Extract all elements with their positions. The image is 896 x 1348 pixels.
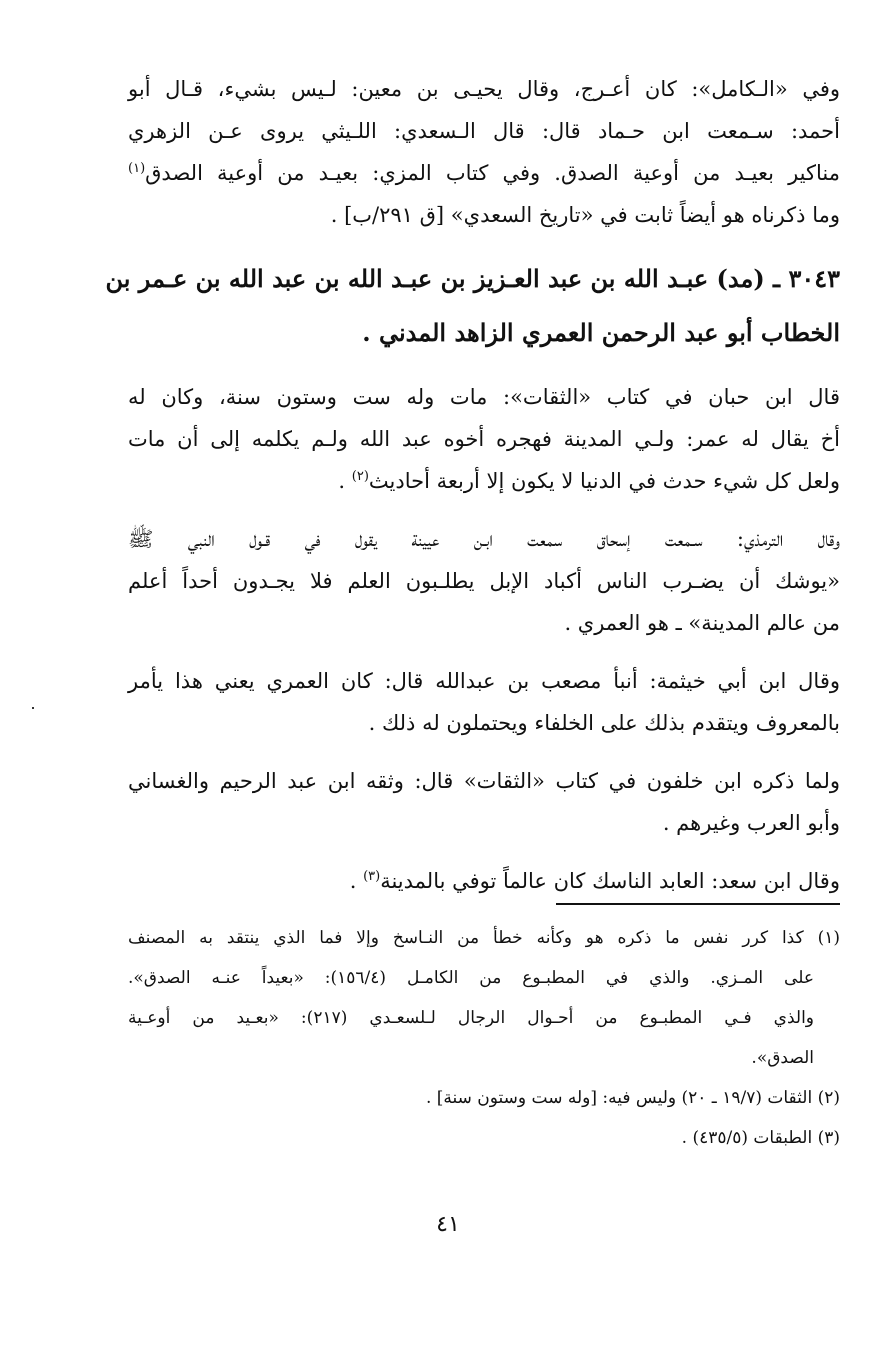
text-line: من عالم المدينة» ـ هو العمري .	[564, 611, 840, 635]
text-line: بالمعروف ويتقدم بذلك على الخلفاء ويحتملون له ذلك .	[368, 711, 840, 735]
paragraph-alkamil	[128, 68, 840, 236]
text-line-content: مناكير بعيـد من أوعية الصدق. وفي كتاب المزي: بعيـد من أوعية الصدق	[145, 161, 840, 185]
text-line: أخ يقال له عمر: ولـي المدينة فهجره أخوه عبد الله ولـم يكلمه إلى أن مات	[128, 427, 840, 451]
paragraph-ibn-saad	[128, 860, 840, 902]
footnote-1	[128, 918, 840, 1078]
footnote-separator	[556, 903, 840, 905]
text-line: وأبو العرب وغيرهم .	[662, 811, 840, 835]
footnote-marker: (٣)	[363, 869, 381, 884]
paragraph-ibn-khalfun	[128, 760, 840, 844]
page-body	[105, 68, 840, 918]
text-line: قال ابن حبان في كتاب «الثقات»: مات وله ست وستون سنة، وكان له	[128, 385, 840, 409]
text-line	[128, 152, 840, 194]
footnote-line: (٢) الثقات (١٩/٧ ـ ٢٠) وليس فيه: [وله ست وستون سنة] .	[425, 1088, 840, 1108]
text-line-content: وقال ابن سعد: العابد الناسك كان عالماً توفي بالمدينة	[380, 869, 840, 893]
text-line-tail: .	[349, 869, 364, 893]
scan-speck	[32, 707, 34, 709]
text-line: وما ذكرناه هو أيضاً ثابت في «تاريخ السعدي» [ق ٢٩١/ب] .	[330, 203, 840, 227]
footnote-3	[128, 1118, 840, 1158]
footnote-2	[128, 1078, 840, 1118]
footnote-line: والذي فـي المطبـوع من أحـوال الرجال لـلسعـدي (٢١٧): «بعـيد من أوعـية	[128, 1008, 815, 1028]
text-line: أحمد: سـمعت ابن حـماد قال: قال الـسعدي: اللـيثي يروى عـن الزهري	[128, 119, 840, 143]
text-line: وقال ابن أبي خيثمة: أنبأ مصعب بن عبدالله قال: كان العمري يعني هذا يأمر	[128, 669, 840, 693]
text-line	[128, 860, 840, 902]
footnote-line: (١) كذا كرر نفس ما ذكره هو وكأنه خطأ من النـاسخ وإلا فما الذي ينتقد به المصنف	[128, 928, 840, 948]
paragraph-tirmidhi	[128, 518, 840, 644]
footnotes	[128, 918, 840, 1158]
entry-heading-line: ٣٠٤٣ ـ (مد) عبـد الله بن عبد العـزيز بن عبـد الله بن عبد الله بن عـمر بن	[105, 264, 840, 293]
footnote-line: على المـزي. والذي في المطبـوع من الكامـل (١٥٦/٤): «بعيداً عنـه الصدق».	[128, 968, 814, 988]
text-line: «يوشك أن يضـرب الناس أكباد الإبل يطلـبون العلم فلا يجـدون أحداً أعلم	[128, 569, 840, 593]
footnote-line: الصدق».	[751, 1048, 814, 1068]
text-line: ولما ذكره ابن خلفون في كتاب «الثقات» قال: وثقه ابن عبد الرحيم والغساني	[128, 769, 840, 793]
footnote-marker: (٢)	[351, 469, 369, 484]
entry-heading-line: الخطاب أبو عبد الرحمن العمري الزاهد المدني .	[362, 318, 840, 347]
footnote-marker: (١)	[128, 161, 146, 176]
biography-entry-heading	[105, 252, 840, 360]
paragraph-ibn-hibban	[128, 376, 840, 502]
page-number: ٤١	[436, 1212, 460, 1237]
paragraph-ibn-abi-khaythama	[128, 660, 840, 744]
text-line-content: ولعل كل شيء حدث في الدنيا لا يكون إلا أربعة أحاديث	[368, 469, 840, 493]
text-line: وقال الترمذي: سـمعت إسحاق سمعت ابـن عيينة يقول في قـول النبي ﷺ	[128, 527, 840, 551]
footnote-line: (٣) الطبقات (٤٣٥/٥) .	[681, 1128, 840, 1148]
text-line-tail: .	[338, 469, 352, 493]
text-line	[128, 460, 840, 502]
text-line: وفي «الـكامل»: كان أعـرج، وقال يحيـى بن معين: لـيس بشيء، قـال أبو	[128, 77, 840, 101]
